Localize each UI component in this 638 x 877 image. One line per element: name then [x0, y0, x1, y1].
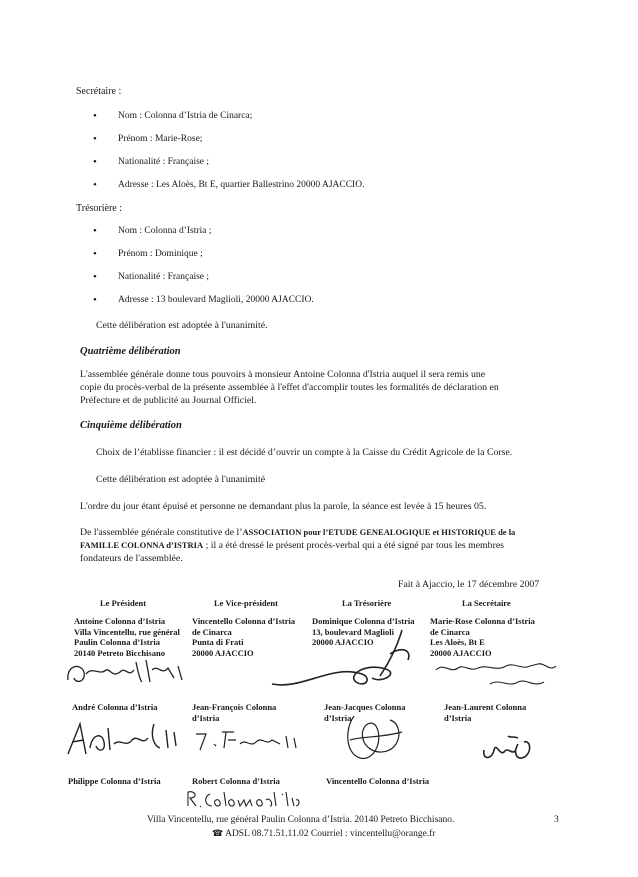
- tresoriere-prenom: • Prénom : Dominique ;: [118, 249, 203, 259]
- jean-laurent-line-1: Jean-Laurent Colonna: [444, 702, 527, 712]
- secretaire-sig-line-2: de Cinarca: [430, 626, 470, 637]
- signatory-vincentello: Vincentello Colonna d’Istria: [326, 776, 430, 786]
- president-line-2: Villa Vincentellu, rue général: [74, 626, 180, 637]
- secretaire-sig-line-1: Marie-Rose Colonna d’Istria: [430, 616, 535, 626]
- unanimite-2: Cette délibération est adoptée à l'unanimité: [96, 474, 266, 485]
- jean-jacques-line-2: d’Istria: [324, 712, 352, 723]
- role-president: Le Président: [100, 598, 147, 608]
- footer-contact-text: ADSL 08.71.51.11.02 Courriel : vincentellu@orange.fr: [225, 829, 436, 839]
- tresoriere-nationalite: • Nationalité : Française ;: [118, 272, 209, 282]
- page-number: 3: [554, 815, 559, 825]
- phone-icon: ☎: [212, 828, 224, 838]
- quatrieme-heading: Quatrième délibération: [80, 346, 181, 357]
- secretaire-sig-line-3: Les Aloès, Bt E: [430, 637, 485, 647]
- role-vice-president: Le Vice-président: [214, 598, 278, 608]
- vice-president-line-4: 20000 AJACCIO: [192, 647, 254, 658]
- ordre-du-jour: L'ordre du jour étant épuisé et personne ne demandant plus la parole, la séance est levée à 15 heures 05.: [80, 501, 487, 512]
- quatrieme-line-2: copie du procès-verbal de la présente assemblée à l'effet d'accomplir toutes les formalités de déclaration en: [80, 382, 499, 393]
- jean-francois-line-2: d’Istria: [192, 712, 220, 723]
- signatory-robert: Robert Colonna d’Istria: [192, 776, 280, 786]
- signature-andre: [62, 718, 192, 760]
- cinquieme-line: Choix de l’établisse financier : il est décidé d’ouvrir un compte à la Caisse du Crédit Agricole de la Corse.: [96, 447, 513, 458]
- president-line-4: 20140 Petreto Bicchisano: [74, 647, 165, 658]
- famille-name: FAMILLE COLONNA d’ISTRIA: [80, 540, 204, 550]
- tresoriere-sig-line-3: 20000 AJACCIO: [312, 637, 374, 647]
- conclusion-prefix: De l'assemblée générale constitutive de l’: [80, 527, 243, 538]
- secretaire-nom: • Nom : Colonna d’Istria de Cinarca;: [118, 111, 252, 121]
- role-secretaire: La Secrétaire: [462, 598, 511, 608]
- footer-address: Villa Vincentellu, rue général Paulin Colonna d’Istria. 20140 Petreto Bicchisano.: [147, 815, 455, 825]
- signature-jean-laurent: [478, 730, 538, 764]
- signature-tresoriere: [262, 624, 422, 694]
- conclusion-line-2: [80, 539, 504, 552]
- signatory-andre: André Colonna d’Istria: [72, 702, 158, 712]
- signature-secretaire: [430, 658, 570, 694]
- tresoriere-adresse: • Adresse : 13 boulevard Maglioli, 20000 AJACCIO.: [118, 295, 314, 305]
- vice-president-line-2: de Cinarca: [192, 626, 232, 637]
- signatory-secretaire: [430, 616, 535, 658]
- signature-jean-francois: [192, 720, 302, 754]
- signatory-jean-laurent: [444, 702, 526, 723]
- jean-francois-line-1: Jean-François Colonna: [192, 702, 277, 712]
- tresoriere-sig-line-2: 13, boulevard Maglioli: [312, 626, 394, 637]
- president-line-1: Antoine Colonna d’Istria: [74, 616, 166, 626]
- footer-contact: [212, 828, 435, 839]
- secretaire-adresse: • Adresse : Les Aloès, Bt E, quartier Ballestrino 20000 AJACCIO.: [118, 180, 364, 190]
- conclusion-line-3: fondateurs de l'assemblée.: [80, 553, 183, 564]
- association-name: ASSOCIATION pour l’ETUDE GENEALOGIQUE et HISTORIQUE de la: [242, 527, 516, 537]
- vice-president-line-1: Vincentello Colonna d’Istria: [192, 616, 296, 626]
- fait-a-date: Fait à Ajaccio, le 17 décembre 2007: [398, 579, 540, 590]
- signatory-philippe: Philippe Colonna d’Istria: [68, 776, 161, 786]
- quatrieme-line-3: Préfecture et de publicité au Journal Officiel.: [80, 395, 257, 406]
- secretaire-prenom: • Prénom : Marie-Rose;: [118, 134, 202, 144]
- conclusion-line-1: [80, 526, 515, 539]
- unanimite-1: Cette délibération est adoptée à l'unanimité.: [96, 320, 268, 331]
- secretaire-title: Secrétaire :: [76, 86, 122, 97]
- jean-jacques-line-1: Jean-Jacques Colonna: [324, 702, 406, 712]
- quatrieme-line-1: L'assemblée générale donne tous pouvoirs à monsieur Antoine Colonna d'Istria auquel il sera remis une: [80, 369, 486, 380]
- president-line-3: Paulin Colonna d’Istria: [74, 637, 160, 647]
- signature-jean-jacques: [340, 710, 410, 766]
- conclusion-rest: ; il a été dressé le présent procès-verbal qui a été signé par tous les membres: [203, 540, 504, 551]
- signature-president: [62, 652, 192, 692]
- secretaire-sig-line-4: 20000 AJACCIO: [430, 647, 492, 658]
- role-tresoriere: La Trésorière: [342, 598, 392, 608]
- vice-president-line-3: Punta di Frati: [192, 637, 244, 647]
- signature-robert: [182, 786, 302, 812]
- secretaire-nationalite: • Nationalité : Française ;: [118, 157, 209, 167]
- tresoriere-sig-line-1: Dominique Colonna d’Istria: [312, 616, 415, 626]
- jean-laurent-line-2: d’Istria: [444, 712, 472, 723]
- cinquieme-heading: Cinquième délibération: [80, 420, 182, 431]
- tresoriere-nom: • Nom : Colonna d’Istria ;: [118, 226, 211, 236]
- tresoriere-title: Trésorière :: [76, 203, 123, 214]
